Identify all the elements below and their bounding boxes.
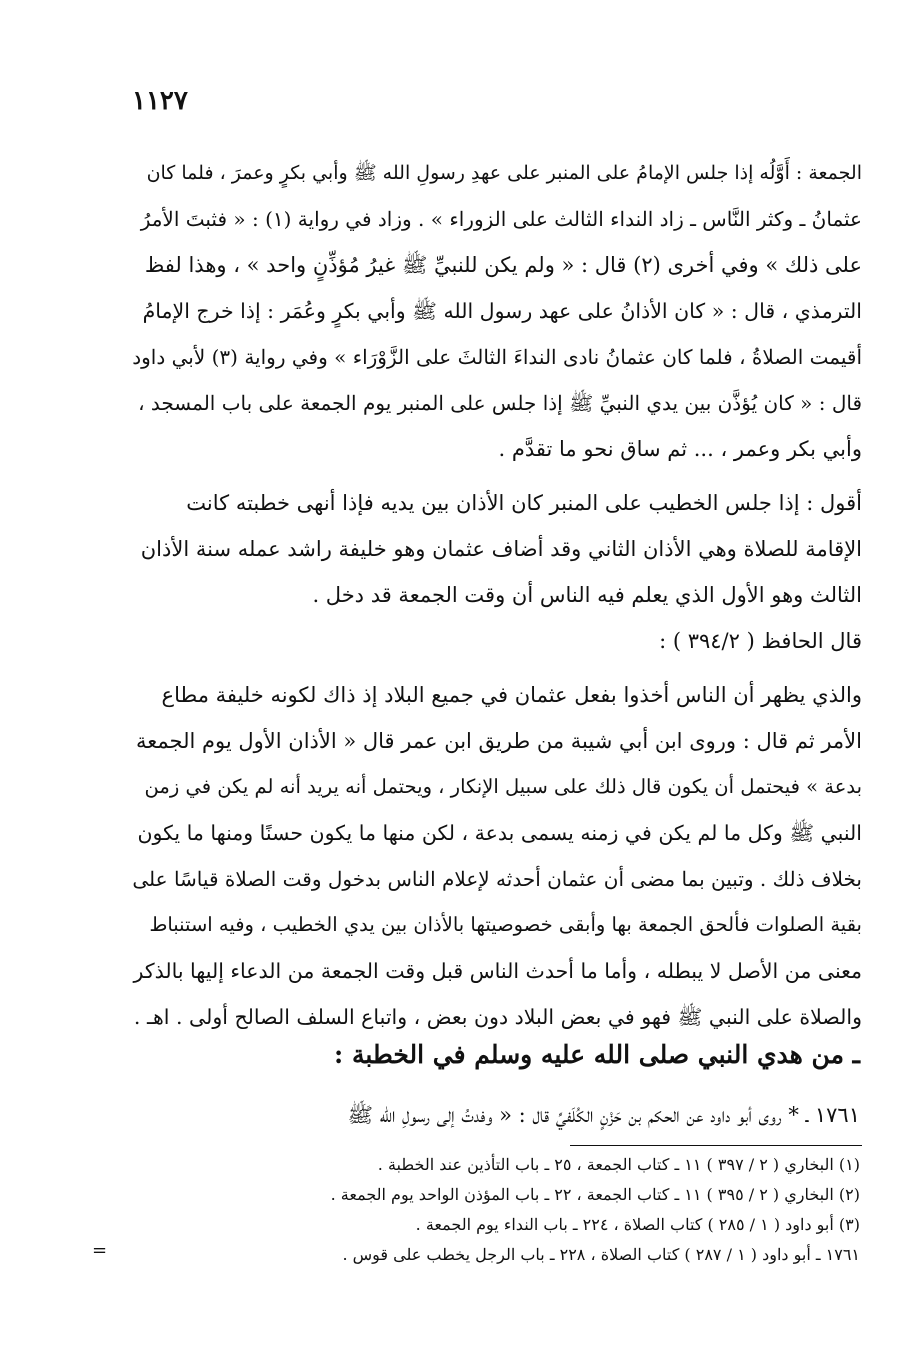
text-line: الإقامة للصلاة وهي الأذان الثاني وقد أضاف عثمان وهو خليفة راشد عمله سنة الأذان: [140, 537, 862, 561]
text-line: النبي ﷺ وكل ما لم يكن في زمنه يسمى بدعة ، لكن منها ما يكون حسنًا ومنها ما يكون: [137, 821, 862, 845]
paragraph-quote-intro: [132, 618, 862, 664]
footnote: (٣) أبو داود ( ١ / ٢٨٥ ) كتاب الصلاة ، ٢٢٤ ـ باب النداء يوم الجمعة .: [415, 1215, 860, 1234]
page-number: ١١٢٧: [132, 86, 188, 116]
text-line: عثمانُ ـ وكثر النَّاس ـ زاد النداء الثالث على الزوراء » . وزاد في رواية (١) : « فثبتَ الأمرُ: [140, 207, 862, 231]
paragraph-quote: [132, 672, 862, 1040]
footnote: (٢) البخاري ( ٢ / ٣٩٥ ) ١١ ـ كتاب الجمعة ، ٢٢ ـ باب المؤذن الواحد يوم الجمعة .: [330, 1185, 860, 1204]
footnote: (١) البخاري ( ٢ / ٣٩٧ ) ١١ ـ كتاب الجمعة ، ٢٥ ـ باب التأذين عند الخطبة .: [377, 1155, 860, 1174]
footnote-separator: [570, 1145, 862, 1146]
margin-mark: =: [92, 1240, 108, 1261]
text-line: أقول : إذا جلس الخطيب على المنبر كان الأذان بين يديه فإذا أنهى خطبته كانت: [186, 491, 862, 515]
footnotes: [140, 1150, 860, 1270]
text-line: بقية الصلوات فألحق الجمعة بها وأبقى خصوصيتها بالأذان بين يدي الخطيب ، وفيه استنباط: [149, 913, 862, 936]
paragraph-commentary: [132, 480, 862, 618]
body-text: [132, 150, 862, 1040]
text-line: الثالث وهو الأول الذي يعلم فيه الناس أن وقت الجمعة قد دخل .: [312, 583, 862, 607]
text-line: أقيمت الصلاةُ ، فلما كان عثمانُ نادى النداءَ الثالثَ على الزَّوْرَاء » وفي رواية (٣) لأبي داود: [132, 345, 862, 369]
text-line: وأبي بكر وعمر ، ... ثم ساق نحو ما تقدَّم .: [498, 437, 862, 461]
text-line: قال : « كان يُؤذَّن بين يدي النبيِّ ﷺ إذا جلس على المنبر يوم الجمعة على باب المسجد ،: [138, 391, 862, 415]
text-line: الجمعة : أَوَّلُه إذا جلس الإمامُ على المنبر على عهدِ رسولِ الله ﷺ وأبي بكرٍ وعمرَ ، فلما كان: [146, 162, 862, 184]
text-line: والذي يظهر أن الناس أخذوا بفعل عثمان في جميع البلاد إذ ذاك لكونه خليفة مطاع: [161, 683, 862, 707]
paragraph-hadith-text: [132, 150, 862, 472]
text-line: بدعة » فيحتمل أن يكون قال ذلك على سبيل الإنكار ، ويحتمل أنه يريد أنه لم يكن في زمن: [144, 775, 862, 798]
text-line: الترمذي ، قال : « كان الأذانُ على عهد رسول الله ﷺ وأبي بكرٍ وعُمَر : إذا خرج الإمامُ: [142, 299, 862, 323]
text-line: قال الحافظ ( ٣٩٤/٢ ) :: [659, 629, 862, 653]
hadith-opening-line: ١٧٦١ ـ * روى أبو داود عن الحكم بن حَزْنٍ الكُلَفيِّ قال : « وفدتُ إلى رسولِ الله ﷺ: [347, 1103, 860, 1127]
section-heading: ـ من هدي النبي صلى الله عليه وسلم في الخطبة :: [334, 1040, 860, 1069]
text-line: معنى من الأصل لا يبطله ، وأما ما أحدث الناس قبل وقت الجمعة من الدعاء إليها بالذكر: [133, 959, 862, 983]
text-line: على ذلك » وفي أخرى (٢) قال : « ولم يكن للنبيِّ ﷺ غيرُ مُؤذِّنٍ واحد » ، وهذا لفظ: [144, 253, 862, 277]
text-line: بخلاف ذلك . وتبين بما مضى أن عثمان أحدثه لإعلام الناس بدخول وقت الصلاة قياسًا على: [132, 867, 862, 891]
footnote: ١٧٦١ ـ أبو داود ( ١ / ٢٨٧ ) كتاب الصلاة ، ٢٢٨ ـ باب الرجل يخطب على قوس .: [342, 1245, 860, 1264]
text-line: والصلاة على النبي ﷺ فهو في بعض البلاد دون بعض ، واتباع السلف الصالح أولى . اهـ .: [133, 1005, 862, 1029]
text-line: الأمر ثم قال : وروى ابن أبي شيبة من طريق ابن عمر قال « الأذان الأول يوم الجمعة: [136, 729, 862, 753]
